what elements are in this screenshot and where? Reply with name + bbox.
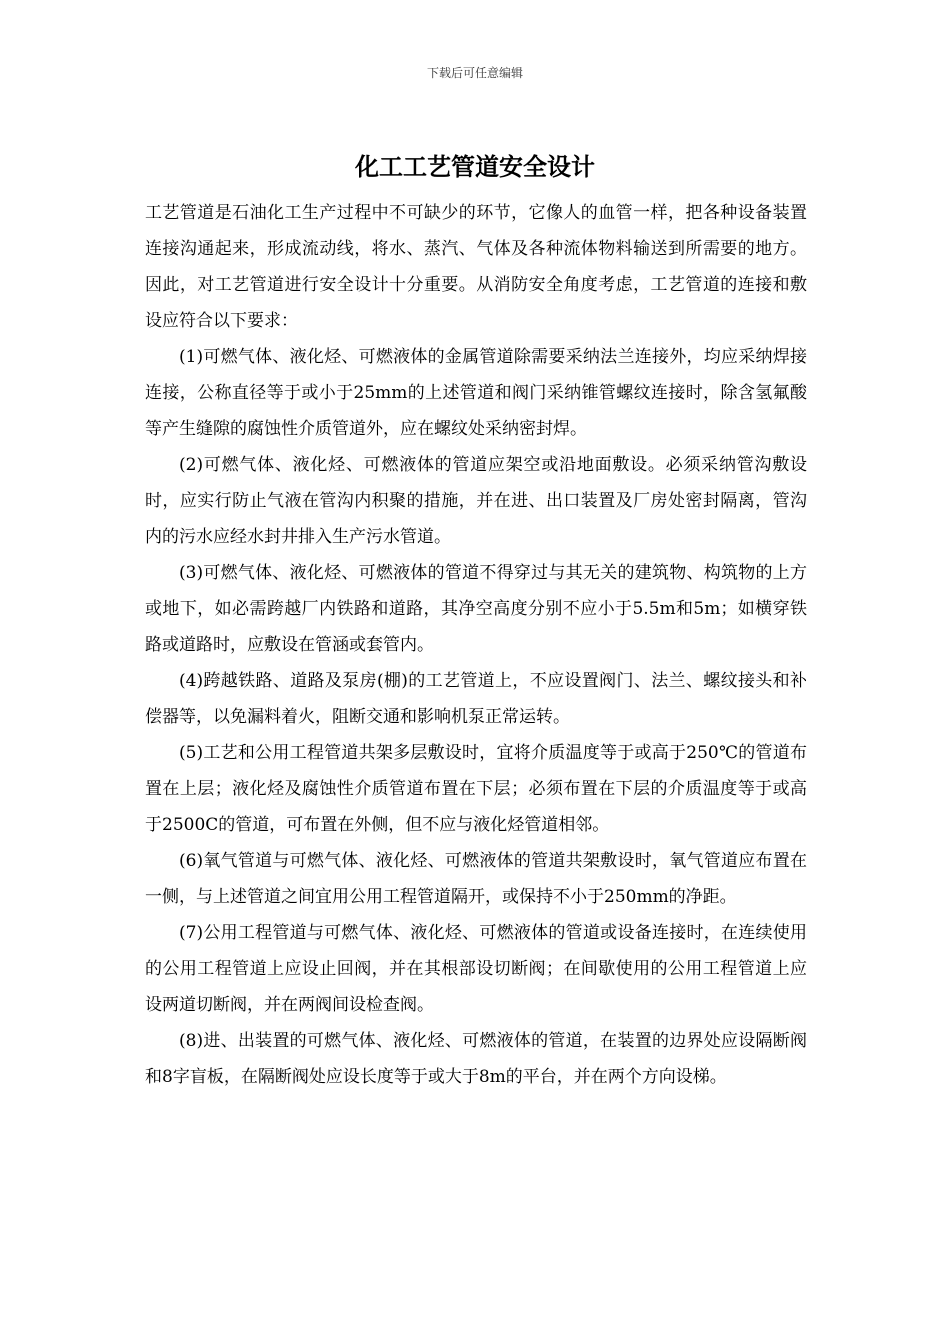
intro-paragraph: 工艺管道是石油化工生产过程中不可缺少的环节，它像人的血管一样，把各种设备装置连接沟通起来，形成流动线，将水、蒸汽、气体及各种流体物料输送到所需要的地方。因此，对工艺管道进行安全设计十分重要。从消防安全角度考虑，工艺管道的连接和敷设应符合以下要求： [145,203,807,331]
requirement-item-6: (6)氧气管道与可燃气体、液化烃、可燃液体的管道共架敷设时，氧气管道应布置在一侧，与上述管道之间宜用公用工程管道隔开，或保持不小于250mm的净距。 [145,851,807,907]
document-body [145,195,807,1095]
requirement-item-7: (7)公用工程管道与可燃气体、液化烃、可燃液体的管道或设备连接时，在连续使用的公用工程管道上应设止回阀，并在其根部设切断阀；在间歇使用的公用工程管道上应设两道切断阀，并在两阀间设检查阀。 [145,923,807,1015]
document-title: 化工工艺管道安全设计 [355,152,595,181]
requirement-item-5: (5)工艺和公用工程管道共架多层敷设时，宜将介质温度等于或高于250℃的管道布置在上层；液化烃及腐蚀性介质管道布置在下层；必须布置在下层的介质温度等于或高于2500C的管道，可布置在外侧，但不应与液化烃管道相邻。 [145,743,807,835]
header-note: 下载后可任意编辑 [426,66,523,80]
requirement-item-3: (3)可燃气体、液化烃、可燃液体的管道不得穿过与其无关的建筑物、构筑物的上方或地下，如必需跨越厂内铁路和道路，其净空高度分别不应小于5.5m和5m；如横穿铁路或道路时，应敷设在管涵或套管内。 [145,563,807,655]
requirement-item-1: (1)可燃气体、液化烃、可燃液体的金属管道除需要采纳法兰连接外，均应采纳焊接连接，公称直径等于或小于25mm的上述管道和阀门采纳锥管螺纹连接时，除含氢氟酸等产生缝隙的腐蚀性介质管道外，应在螺纹处采纳密封焊。 [145,347,807,439]
requirement-item-4: (4)跨越铁路、道路及泵房(棚)的工艺管道上，不应设置阀门、法兰、螺纹接头和补偿器等，以免漏料着火，阻断交通和影响机泵正常运转。 [145,671,807,727]
requirement-item-2: (2)可燃气体、液化烃、可燃液体的管道应架空或沿地面敷设。必须采纳管沟敷设时，应实行防止气液在管沟内积聚的措施，并在进、出口装置及厂房处密封隔离，管沟内的污水应经水封井排入生产污水管道。 [145,455,807,547]
requirement-item-8: (8)进、出装置的可燃气体、液化烃、可燃液体的管道，在装置的边界处应设隔断阀和8字盲板，在隔断阀处应设长度等于或大于8m的平台，并在两个方向设梯。 [145,1031,807,1087]
